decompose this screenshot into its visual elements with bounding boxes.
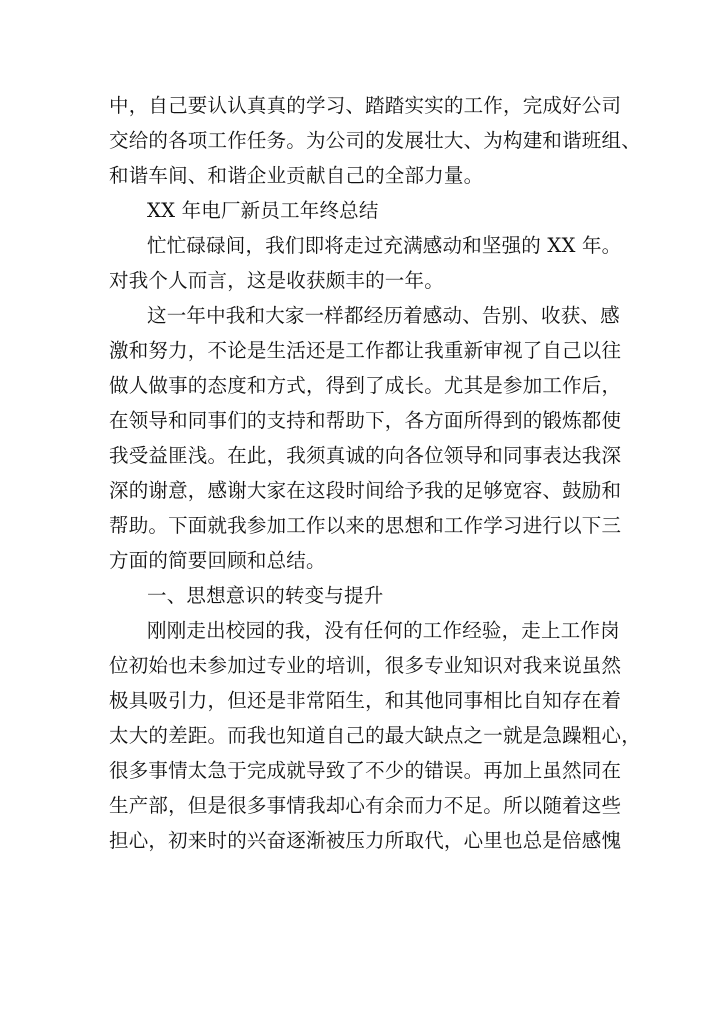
text-line: 方面的简要回顾和总结。 xyxy=(109,549,326,572)
section-title: XX 年电厂新员工年终总结 xyxy=(147,199,379,222)
text-line: 中，自己要认认真真的学习、踏踏实实的工作，完成好公司 xyxy=(109,94,622,117)
text-line: 担心，初来时的兴奋逐渐被压力所取代，心里也总是倍感愧 xyxy=(109,829,622,852)
text-line: 做人做事的态度和方式，得到了成长。尤其是参加工作后， xyxy=(109,374,622,397)
text-line: 很多事情太急于完成就导致了不少的错误。再加上虽然同在 xyxy=(109,759,622,782)
text-line: 这一年中我和大家一样都经历着感动、告别、收获、感 xyxy=(147,304,620,327)
text-line: 我受益匪浅。在此，我须真诚的向各位领导和同事表达我深 xyxy=(109,444,622,467)
text-line: 刚刚走出校园的我，没有任何的工作经验，走上工作岗 xyxy=(147,619,620,642)
text-line: 太大的差距。而我也知道自己的最大缺点之一就是急躁粗心， xyxy=(109,724,641,747)
text-line: 深的谢意，感谢大家在这段时间给予我的足够宽容、鼓励和 xyxy=(109,479,622,502)
text-line: 极具吸引力，但还是非常陌生，和其他同事相比自知存在着 xyxy=(109,689,622,712)
text-line: 位初始也未参加过专业的培训，很多专业知识对我来说虽然 xyxy=(109,654,622,677)
text-line: 和谐车间、和谐企业贡献自己的全部力量。 xyxy=(109,164,484,187)
text-line: 忙忙碌碌间，我们即将走过充满感动和坚强的 XX 年。 xyxy=(147,234,622,257)
text-line: 激和努力，不论是生活还是工作都让我重新审视了自己以往 xyxy=(109,339,622,362)
text-line: 生产部，但是很多事情我却心有余而力不足。所以随着这些 xyxy=(109,794,622,817)
text-line: 在领导和同事们的支持和帮助下，各方面所得到的锻炼都使 xyxy=(109,409,622,432)
text-line: 对我个人而言，这是收获颇丰的一年。 xyxy=(109,269,444,292)
text-line: 帮助。下面就我参加工作以来的思想和工作学习进行以下三 xyxy=(109,514,622,537)
text-line: 交给的各项工作任务。为公司的发展壮大、为构建和谐班组、 xyxy=(109,129,641,152)
document-body xyxy=(109,88,641,858)
section-heading: 一、思想意识的转变与提升 xyxy=(147,584,384,607)
